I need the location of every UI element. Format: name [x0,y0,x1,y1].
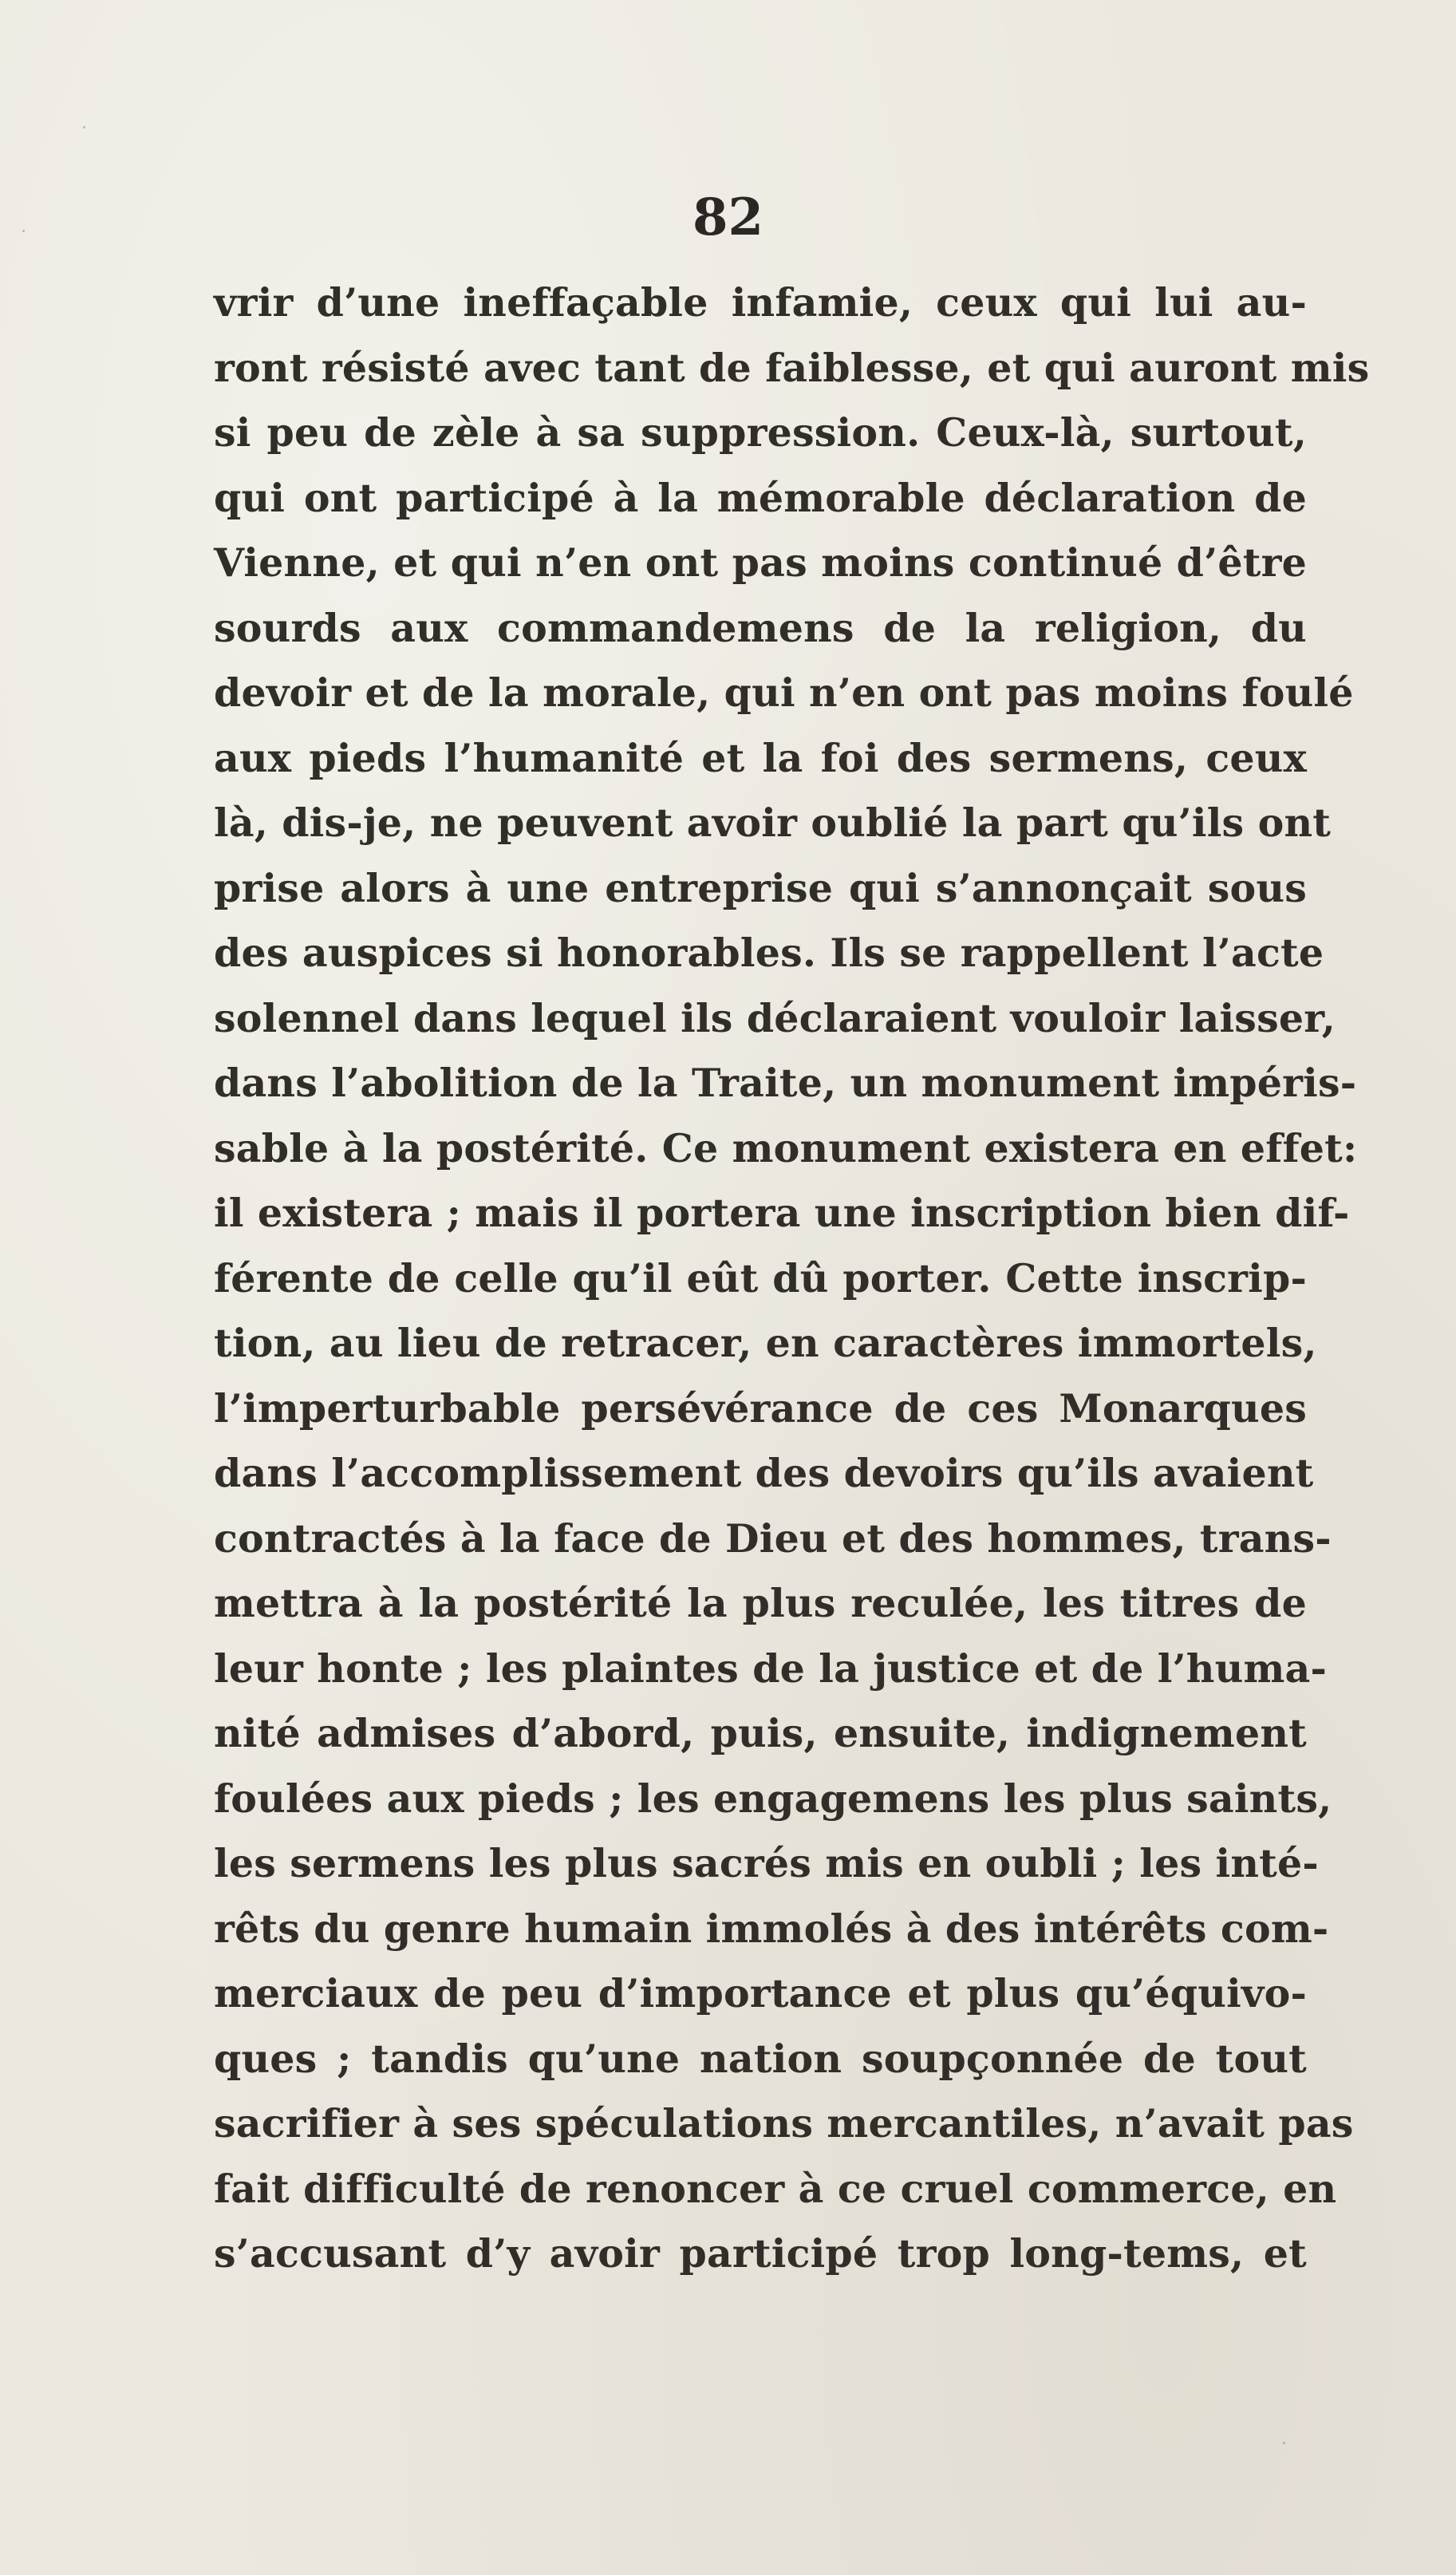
text-line: là, dis-je, ne peuvent avoir oublié la part qu’ils ont [214,800,1332,846]
text-line: fait difficulté de renoncer à ce cruel commerce, en [214,2165,1337,2212]
text-line: des auspices si honorables. Ils se rappellent l’acte [214,930,1324,976]
paper-speck [83,126,85,128]
text-line: il existera ; mais il portera une inscription bien dif- [214,1190,1350,1236]
text-line: sacrifier à ses spéculations mercantiles, n’avait pas [214,2100,1354,2146]
text-line: nité admises d’abord, puis, ensuite, indignement [214,1710,1307,1756]
body-text [214,271,1370,2287]
text-line: prise alors à une entreprise qui s’annonçait sous [214,864,1307,911]
text-line: Vienne, et qui n’en ont pas moins continué d’être [214,539,1307,586]
text-line: aux pieds l’humanité et la foi des sermens, ceux [214,734,1307,781]
text-line: mettra à la postérité la plus reculée, les titres de [214,1580,1307,1626]
text-line: leur honte ; les plaintes de la justice et de l’huma- [214,1645,1327,1692]
text-line: vrir d’une ineffaçable infamie, ceux qui lui au- [214,279,1307,326]
text-line: contractés à la face de Dieu et des hommes, trans- [214,1515,1332,1562]
text-line: rêts du genre humain immolés à des intérêts com- [214,1905,1329,1952]
text-line: l’imperturbable persévérance de ces Monarques [214,1384,1307,1432]
text-line: férente de celle qu’il eût dû porter. Cette inscrip- [214,1254,1307,1301]
text-line: foulées aux pieds ; les engagemens les plus saints, [214,1775,1332,1822]
text-line: dans l’accomplissement des devoirs qu’ils avaient [214,1450,1314,1496]
text-line: ques ; tandis qu’une nation soupçonnée de tout [214,2035,1307,2082]
text-line: merciaux de peu d’importance et plus qu’équivo- [214,1970,1307,2016]
text-line: sable à la postérité. Ce monument existera en effet: [214,1124,1358,1171]
paper-speck [1283,2442,1285,2444]
text-line: ront résisté avec tant de faiblesse, et qui auront mis [214,344,1370,391]
text-line: qui ont participé à la mémorable déclaration de [214,474,1307,521]
text-line: solennel dans lequel ils déclaraient vouloir laisser, [214,994,1336,1041]
text-line: si peu de zèle à sa suppression. Ceux-là, surtout, [214,409,1307,456]
text-line: s’accusant d’y avoir participé trop long-tems, et [214,2230,1307,2277]
text-line: dans l’abolition de la Traite, un monument impéris- [214,1060,1357,1106]
page-number: 82 [692,188,764,247]
text-line: tion, au lieu de retracer, en caractères immortels, [214,1320,1317,1366]
paper-speck [22,230,25,232]
text-line: sourds aux commandemens de la religion, du [214,604,1307,651]
text-line: les sermens les plus sacrés mis en oubli ; les inté- [214,1840,1319,1886]
text-line: devoir et de la morale, qui n’en ont pas moins foulé [214,669,1354,716]
